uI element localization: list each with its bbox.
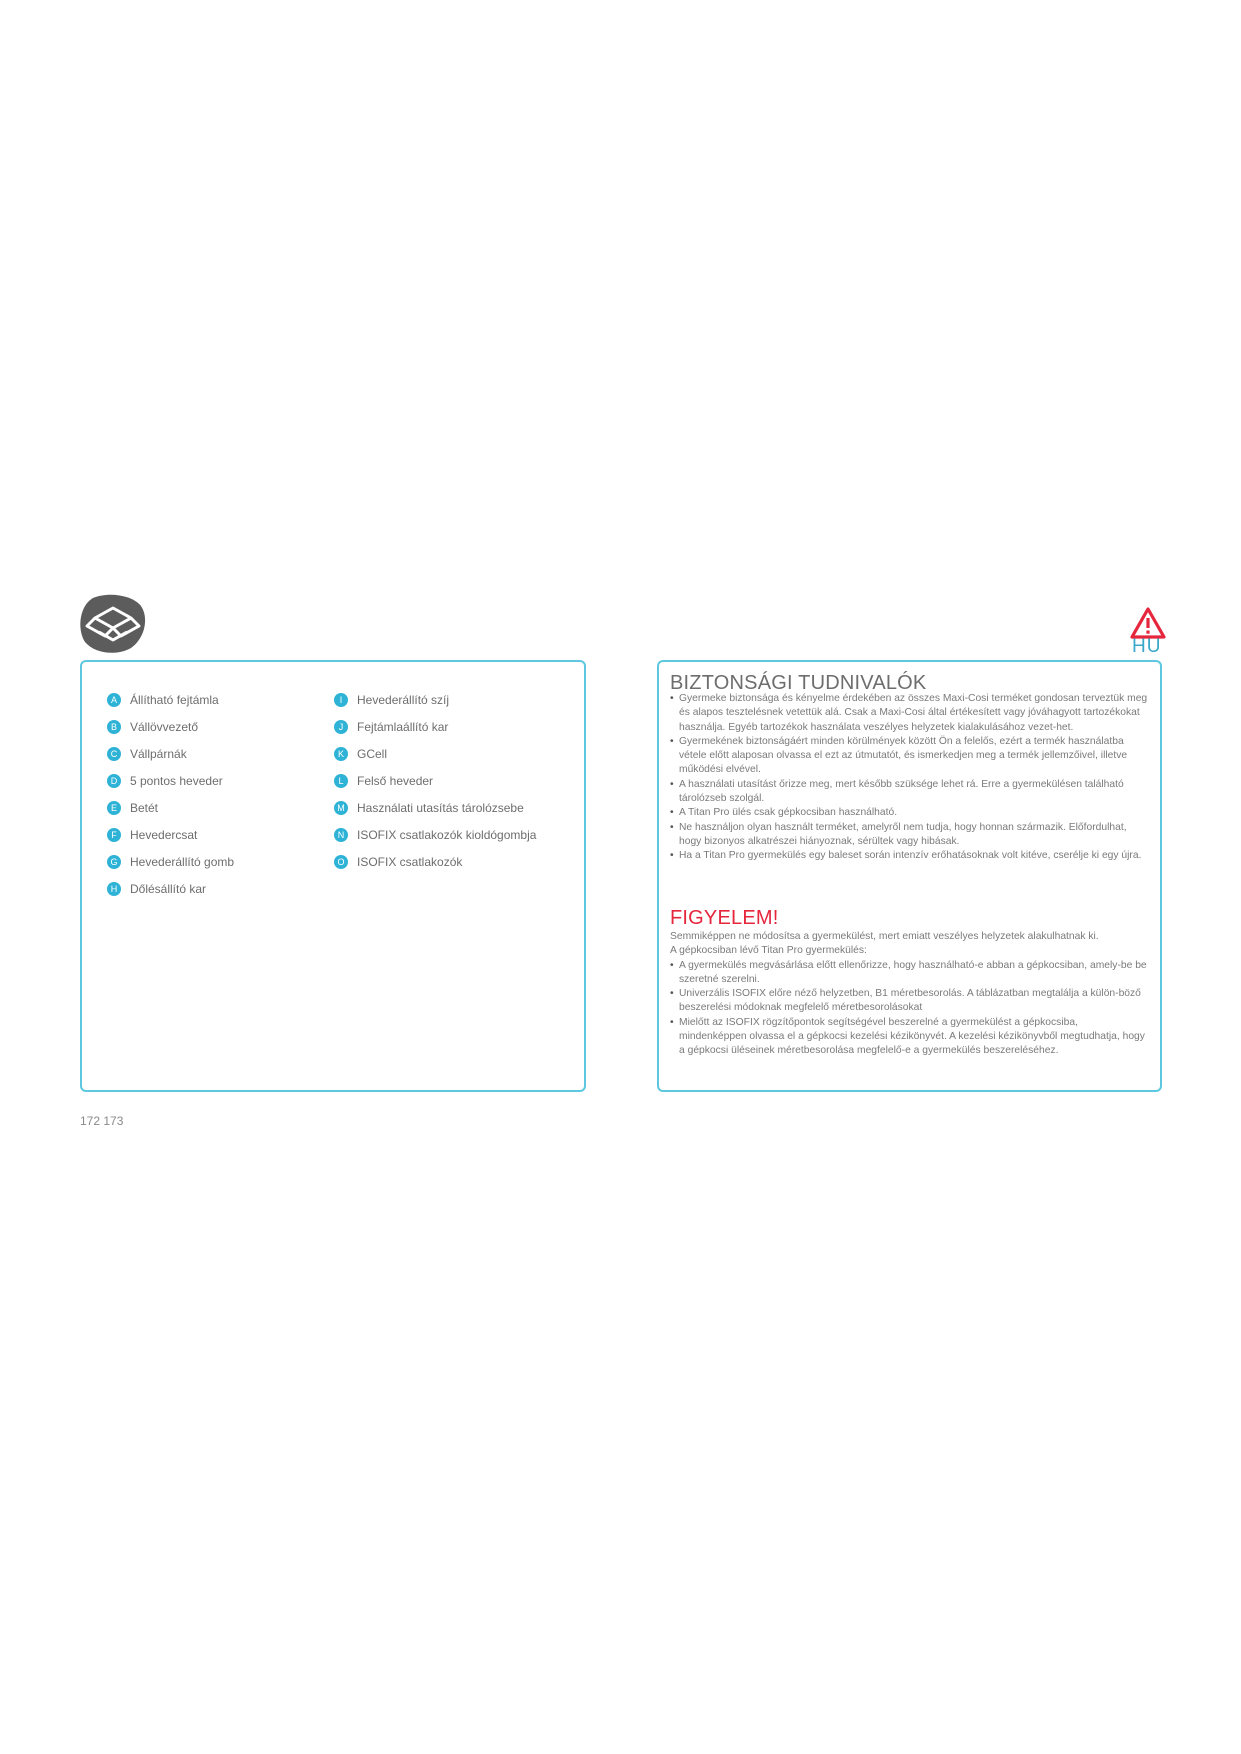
part-letter-badge: M <box>334 801 348 815</box>
attention-title: FIGYELEM! <box>670 907 779 929</box>
part-letter-badge: E <box>107 801 121 815</box>
part-letter-badge: L <box>334 774 348 788</box>
attention-bullet: • Univerzális ISOFIX előre néző helyzetben, B1 méretbesorolás. A táblázatban megtalálja a külön-böző beszerelési módoknak megfelelő méretbesorolásokat <box>670 987 1148 1016</box>
warning-triangle-icon <box>1130 607 1166 639</box>
part-letter-badge: B <box>107 720 121 734</box>
part-letter-badge: O <box>334 855 348 869</box>
part-label: GCell <box>357 746 388 761</box>
part-label: 5 pontos heveder <box>130 773 223 788</box>
part-letter-badge: D <box>107 774 121 788</box>
page-numbers: 172 173 <box>80 1114 124 1128</box>
part-item <box>334 821 536 848</box>
part-label: Állítható fejtámla <box>130 692 219 707</box>
part-item <box>107 875 234 902</box>
safety-bullet: • Gyermeke biztonsága és kényelme érdekében az összes Maxi-Cosi terméket gondosan terveztük meg és alapos tesztelésnek vetettük alá. Csak a Maxi-Cosi által értékesített vagy jóváhagyott tartozékokat használja. Egyéb tartozékok használata veszélyes helyzetek kialakulásához vezet-het. <box>670 692 1148 735</box>
part-label: Fejtámlaállító kar <box>357 719 449 734</box>
open-box-icon <box>79 594 147 654</box>
safety-bullet: • Ne használjon olyan használt terméket, amelyről nem tudja, hogy honnan származik. Előfordulhat, hogy bizonyos alkatrészei hiányoznak, sérültek vagy hibásak. <box>670 821 1148 850</box>
attention-text <box>670 930 1148 1059</box>
part-letter-badge: F <box>107 828 121 842</box>
part-label: Hevederállító gomb <box>130 854 235 869</box>
part-label: Használati utasítás tárolózsebe <box>357 800 524 815</box>
part-item <box>107 713 234 740</box>
part-letter-badge: A <box>107 693 121 707</box>
part-item <box>107 848 234 875</box>
attention-line: Semmiképpen ne módosítsa a gyermekülést, mert emiatt veszélyes helyzetek alakulhatnak ki. <box>670 931 1099 942</box>
part-label: Hevedercsat <box>130 827 198 842</box>
part-label: Vállpárnák <box>130 746 187 761</box>
safety-bullet: • A használati utasítást őrizze meg, mert később szüksége lehet rá. Erre a gyermekülésen található tárolózseb szolgál. <box>670 778 1148 807</box>
part-label: Betét <box>130 800 159 815</box>
part-letter-badge: I <box>334 693 348 707</box>
safety-bullet: • A Titan Pro ülés csak gépkocsiban használható. <box>670 806 1148 820</box>
part-letter-badge: J <box>334 720 348 734</box>
part-letter-badge: H <box>107 882 121 896</box>
safety-panel <box>657 660 1162 1092</box>
part-item <box>107 686 234 713</box>
part-item <box>334 686 536 713</box>
part-item <box>107 740 234 767</box>
part-label: ISOFIX csatlakozók kioldógombja <box>357 827 537 842</box>
safety-bullet: • Gyermekének biztonságáért minden körülmények között Ön a felelős, ezért a termék használatba vétele előtt alaposan olvassa el ezt az útmutatót, és ismerkedjen meg a termék jellemzőivel, illetve működési elvével. <box>670 735 1148 778</box>
part-item <box>334 848 536 875</box>
part-letter-badge: C <box>107 747 121 761</box>
parts-column-2 <box>334 686 536 875</box>
part-item <box>334 794 536 821</box>
safety-title: BIZTONSÁGI TUDNIVALÓK <box>670 672 927 694</box>
part-label: Felső heveder <box>357 773 434 788</box>
part-item <box>334 767 536 794</box>
attention-bullet: • A gyermekülés megvásárlása előtt ellenőrizze, hogy használható-e abban a gépkocsiban, amely-be be szeretné szerelni. <box>670 959 1148 988</box>
part-label: Vállövvezető <box>130 719 199 734</box>
part-letter-badge: N <box>334 828 348 842</box>
part-item <box>334 740 536 767</box>
part-letter-badge: G <box>107 855 121 869</box>
part-item <box>107 794 234 821</box>
language-code: HU <box>1132 636 1162 657</box>
part-label: Dőlésállító kar <box>130 881 207 896</box>
safety-bullet: • Ha a Titan Pro gyermekülés egy baleset során intenzív erőhatásoknak volt kitéve, cserélje ki egy újra. <box>670 849 1148 863</box>
parts-panel <box>80 660 586 1092</box>
part-item <box>107 821 234 848</box>
parts-column-1 <box>107 686 234 902</box>
part-item <box>334 713 536 740</box>
part-item <box>107 767 234 794</box>
part-label: ISOFIX csatlakozók <box>357 854 463 869</box>
attention-bullet: • Mielőtt az ISOFIX rögzítőpontok segítségével beszerelné a gyermekülést a gépkocsiba, mindenképpen olvassa el a gépkocsi kezelési kézikönyvét. A kezelési kézikönyvből megtudhatja, hogy a gépkocsi üléseinek méretbesorolása megfelelő-e a gyermekülés beszereléséhez. <box>670 1016 1148 1059</box>
attention-line: A gépkocsiban lévő Titan Pro gyermekülés: <box>670 945 867 957</box>
safety-text <box>670 692 1148 864</box>
part-label: Hevederállító szíj <box>357 692 450 707</box>
part-letter-badge: K <box>334 747 348 761</box>
